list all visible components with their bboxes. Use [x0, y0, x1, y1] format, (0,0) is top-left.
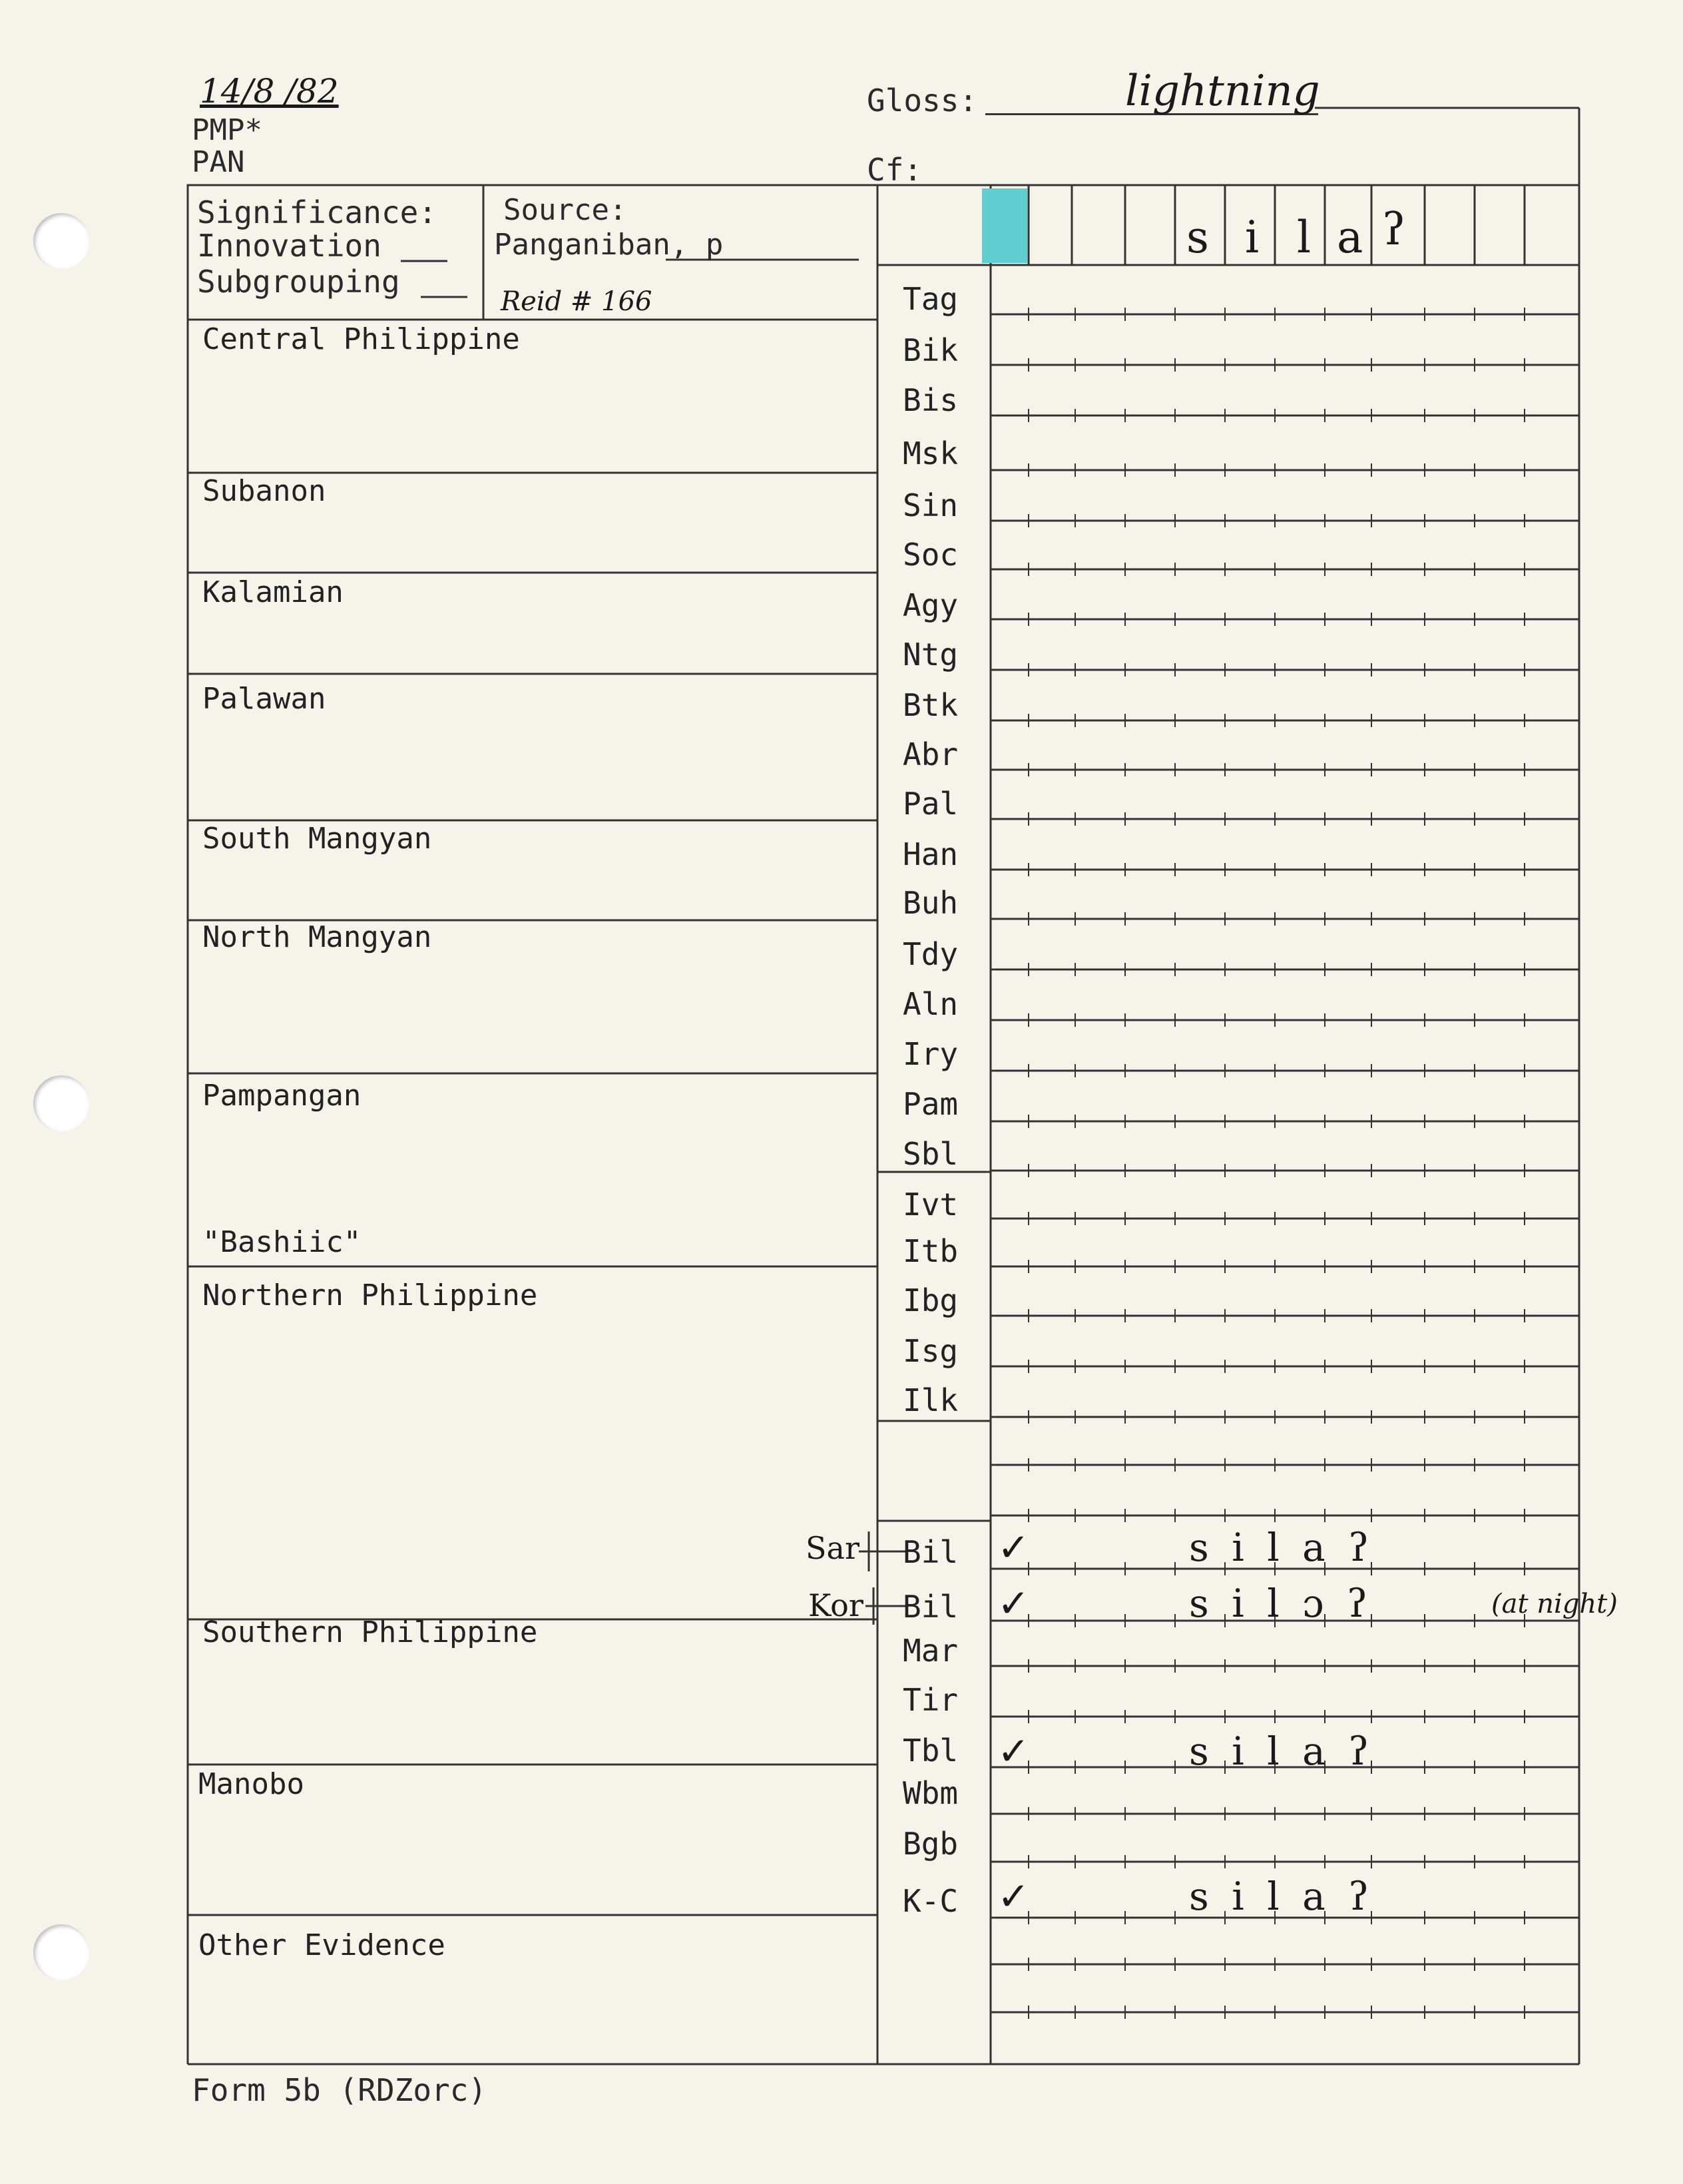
group-north-mangyan: North Mangyan — [202, 920, 432, 954]
language-bgb-29: Bgb — [903, 1826, 959, 1862]
group-subanon: Subanon — [202, 474, 326, 508]
header-letter-s: s — [1186, 212, 1209, 263]
language-btk-8: Btk — [903, 687, 959, 723]
language-buh-12: Buh — [903, 885, 959, 921]
pan-label: PAN — [192, 145, 245, 179]
group-manobo: Manobo — [198, 1767, 304, 1801]
language-iry-15: Iry — [903, 1036, 959, 1072]
language-abr-9: Abr — [903, 736, 959, 772]
side-label-kor: Kor — [808, 1587, 863, 1623]
pmp-label: PMP* — [192, 113, 262, 147]
header-letter-l: l — [1297, 212, 1312, 263]
accent-cell — [982, 188, 1027, 263]
form-tbl: s i l a ʔ — [1189, 1729, 1375, 1774]
header-letter-a: a — [1337, 212, 1363, 263]
language-ilk-22: Ilk — [903, 1382, 959, 1418]
group-central-philippine: Central Philippine — [202, 322, 520, 356]
check-tbl: ✓ — [997, 1729, 1030, 1774]
language-tdy-13: Tdy — [903, 936, 959, 972]
form-kor-bil: s i l ɔ ʔ — [1189, 1581, 1373, 1626]
language-pam-16: Pam — [903, 1086, 959, 1122]
group-northern-philippine: Northern Philippine — [202, 1278, 538, 1312]
language-aln-14: Aln — [903, 986, 959, 1022]
cf-label: Cf: — [867, 152, 923, 188]
language-sbl-17: Sbl — [903, 1136, 959, 1172]
check-kor-bil: ✓ — [997, 1581, 1030, 1626]
header-letter-i: i — [1245, 212, 1260, 263]
language-agy-6: Agy — [903, 587, 959, 623]
language-mar-25: Mar — [903, 1633, 959, 1669]
group-palawan: Palawan — [202, 682, 326, 716]
language-bis-2: Bis — [903, 382, 959, 418]
reid-number: Reid # 166 — [501, 286, 652, 317]
language-bil-24: Bil — [903, 1589, 959, 1625]
form-footer: Form 5b (RDZorc) — [192, 2072, 487, 2108]
form-k-c: s i l a ʔ — [1189, 1874, 1375, 1919]
language-tir-26: Tir — [903, 1682, 959, 1718]
group-kalamian: Kalamian — [202, 575, 344, 609]
gloss-label: Gloss: — [867, 83, 978, 119]
language-tag-0: Tag — [903, 281, 959, 317]
language-ntg-7: Ntg — [903, 637, 959, 673]
check-k-c: ✓ — [997, 1874, 1030, 1919]
group-bashiic: "Bashiic" — [202, 1225, 361, 1259]
significance-label: Significance: — [197, 194, 437, 230]
language-bil-23: Bil — [903, 1534, 959, 1570]
group-pampangan: Pampangan — [202, 1079, 361, 1113]
language-wbm-28: Wbm — [903, 1775, 959, 1811]
side-label-sar: Sar — [806, 1530, 859, 1566]
group-other-evidence: Other Evidence — [198, 1928, 445, 1962]
language-ivt-18: Ivt — [903, 1187, 959, 1223]
note-at-night: (at night) — [1491, 1589, 1618, 1619]
language-itb-19: Itb — [903, 1233, 959, 1269]
language-msk-3: Msk — [903, 435, 959, 471]
innovation-label: Innovation — [197, 228, 381, 264]
language-tbl-27: Tbl — [903, 1733, 959, 1769]
language-kc-30: K-C — [903, 1883, 959, 1919]
header-letter-glottal: ʔ — [1382, 204, 1406, 255]
gloss-value: lightning — [1125, 67, 1320, 116]
group-southern-philippine: Southern Philippine — [202, 1615, 538, 1649]
check-sar-bil: ✓ — [997, 1525, 1030, 1570]
group-south-mangyan: South Mangyan — [202, 822, 432, 856]
source-value: Panganiban, p — [494, 228, 724, 262]
language-pal-10: Pal — [903, 786, 959, 822]
language-isg-21: Isg — [903, 1333, 959, 1369]
language-soc-5: Soc — [903, 537, 959, 573]
subgrouping-label: Subgrouping — [197, 264, 400, 300]
source-label: Source: — [503, 193, 627, 227]
language-ibg-20: Ibg — [903, 1282, 959, 1318]
language-han-11: Han — [903, 836, 959, 872]
date: 14/8 /82 — [200, 72, 339, 111]
language-bik-1: Bik — [903, 332, 959, 368]
form-sar-bil: s i l a ʔ — [1189, 1525, 1375, 1570]
language-sin-4: Sin — [903, 487, 959, 523]
